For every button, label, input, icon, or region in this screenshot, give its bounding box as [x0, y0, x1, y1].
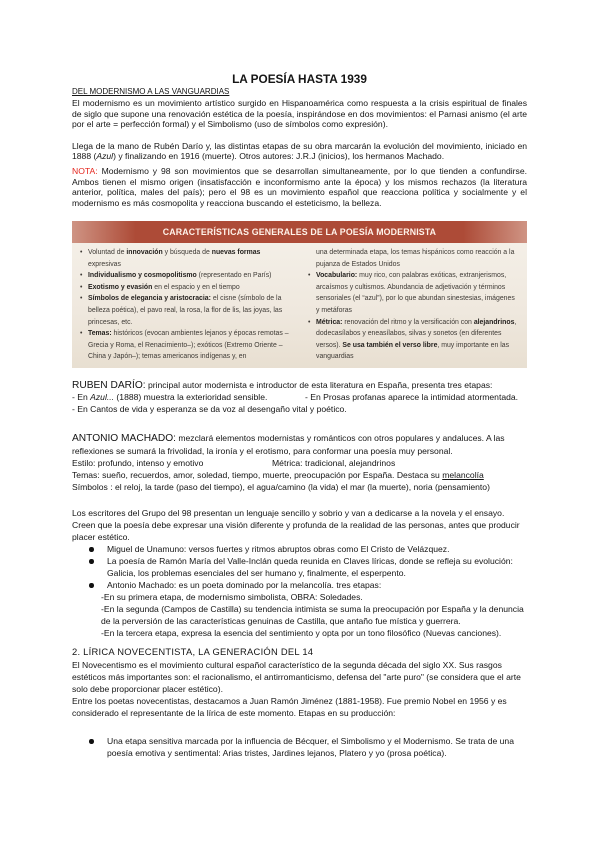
- machado-intro: [72, 432, 527, 457]
- text-run: Azul...: [90, 392, 115, 402]
- text-run: muy rico, con palabras exóticas, extranjerismos, arcaísmos y cultismos. Abundancia de adjetivación y términos sensoriales (el “azul”), por lo que abundan sinestesias, imágenes y metáforas: [316, 272, 515, 314]
- grupo98-list: [72, 543, 527, 639]
- text-run: - En: [72, 392, 91, 402]
- text-run: Exotismo y evasión: [88, 283, 153, 291]
- figure-left-list: [80, 247, 294, 363]
- grupo98-paragraph: Los escritores del Grupo del 98 presentan un lenguaje sencillo y sobrio y van a dedicarse a la novela y el ensayo. Creen que la poesía debe expresar una visión diferente y profunda de la realidad de las personas, antes que producir placer estético.: [72, 508, 520, 542]
- figure-list-item: [308, 317, 520, 363]
- list-item-text: La poesía de Ramón María del Valle-Inclán queda reunida en Claves líricas, donde se refleja su evolución: Galicia, los problemas esenciales del ser humano y, finalmente, el esperpento.: [107, 556, 513, 578]
- text-run: mezclará elementos modernistas y románticos con otros populares y andaluces. A las reflexiones se sumará la frivolidad, la ironía y el erotismo, para conformar una poesía muy personal.: [72, 433, 505, 456]
- machado-style-line: [72, 457, 527, 469]
- text-run: (1888) muestra la exterioridad sensible.: [114, 392, 268, 402]
- figure-left-column: [80, 247, 294, 363]
- text-run: Se usa también el verso libre: [342, 341, 438, 349]
- text-run: alejandrinos: [473, 318, 515, 326]
- text-run: , dodecasílabos y eneasílabos, silvas y sonetos (en diferentes versos).: [316, 318, 517, 349]
- machado-stage: -En la segunda (Campos de Castilla) su tendencia intimista se suma la preocupación por España y la denuncia de la perversión de las características genuinas de Castilla, que antaño fue mística y guerrera.: [101, 604, 524, 626]
- list-item: [72, 579, 527, 591]
- intro-paragraph: El modernismo es un movimiento artístico surgido en Hispanoamérica como respuesta a la crisis espiritual de finales de siglo que supone una renovación estética de la poesía, inspirándose en dos movimientos: el Parnasi anismo (el arte por el arte = perfección formal) y el Simbolismo (uso de símbolos como expresión).: [72, 98, 527, 130]
- characteristics-figure: [72, 221, 527, 368]
- figure-list-item: [80, 270, 294, 282]
- text-run: Llega de la mano de Rubén Darío y, las distintas etapas de su obra marcarán la evolución del movimiento, iniciado en 1888 (: [72, 140, 527, 162]
- dario-stages-line: [72, 391, 527, 403]
- figure-list-item: [80, 282, 294, 294]
- text-run: melancolía: [442, 470, 484, 480]
- figure-list-item: [80, 293, 294, 328]
- dario-section: [72, 379, 527, 415]
- machado-estilo: Estilo: profundo, intenso y emotivo: [72, 458, 204, 468]
- list-item: [72, 543, 527, 555]
- text-run: ANTONIO MACHADO:: [72, 433, 176, 444]
- machado-section: [72, 432, 527, 493]
- text-run: en el espacio y en el tiempo: [152, 283, 240, 291]
- text-run: NOTA:: [72, 166, 98, 176]
- text-run: Temas: sueño, recuerdos, amor, soledad, tiempo, muerte, preocupación por España. Destaca su: [72, 470, 443, 480]
- note-paragraph: [72, 166, 527, 208]
- figure-body: [72, 243, 527, 368]
- text-run: históricos (evocan ambientes lejanos y épocas remotas –Grecia y Roma, el Renacimiento–); exóticos (Extremo Oriente –China y Japón–); temas americanos indígenas y, en: [88, 330, 289, 361]
- novecentismo-paragraph: El Novecentismo es el movimiento cultural español característico de la segunda década del siglo XX. Sus rasgos estéticos más importantes son: el racionalismo, el antirromanticismo, defensa del "arte puro" (se considera que el arte solo debe proporcionar placer estético).: [72, 660, 521, 694]
- figure-continuation-text: una determinada etapa, los temas hispánicos como reacción a la pujanza de Estados Unidos: [316, 249, 515, 268]
- machado-stage: -En su primera etapa, de modernismo simbolista, OBRA: Soledades.: [101, 592, 363, 602]
- dario-intro-line: [72, 379, 527, 391]
- machado-metrica: Métrica: tradicional, alejandrinos: [272, 458, 396, 468]
- bullet-icon: [89, 559, 94, 564]
- figure-list-item: [80, 328, 294, 363]
- text-run: Temas:: [88, 330, 112, 338]
- figure-right-list: [308, 270, 520, 363]
- list-item: [72, 555, 527, 579]
- dario-stage-cantos: - En Cantos de vida y esperanza se da voz al desengaño vital y poético.: [72, 404, 347, 414]
- text-run: Modernismo y 98 son movimientos que se desarrollan simultaneamente, por lo que tienden a confundirse. Ambos tienen el mismo origen (insatisfacción e inconformismo ante la época) y los mismos rechazos (la literatura anterior, política, males del país); pero el 98 es un movimiento español que reacciona política y socialmente y el modernismo es más cosmopolita y reacciona buscando el esteticismo, la belleza.: [72, 166, 527, 208]
- origin-paragraph: [72, 141, 527, 162]
- text-run: , muy importante en las vanguardias: [316, 341, 510, 361]
- figure-list-item: [80, 247, 294, 270]
- machado-simbolos: Símbolos : el reloj, la tarde (paso del tiempo), el agua/camino (la vida) el mar (la muerte), noria (pensamiento): [72, 482, 490, 492]
- text-run: nuevas formas: [211, 249, 261, 256]
- jrj-paragraph: Entre los poetas novecentistas, destacamos a Juan Ramón Jiménez (1881-1958). Fue premio Nobel en 1956 y es considerado el representante de la lírica de este momento. Etapas en su producción:: [72, 696, 507, 718]
- dario-stage-prosas: - En Prosas profanas aparece la intimidad atormentada.: [305, 392, 519, 402]
- dario-stage-azul: [72, 392, 267, 402]
- section-heading-novecentismo: 2. LÍRICA NOVECENTISTA, LA GENERACIÓN DEL 14: [72, 646, 314, 657]
- text-run: Métrica:: [316, 318, 343, 326]
- figure-right-column: [308, 247, 520, 363]
- bullet-icon: [89, 739, 94, 744]
- machado-stage: -En la tercera etapa, expresa la esencia del sentimiento y opta por un tono filosófico (Nuevas canciones).: [101, 628, 502, 638]
- figure-header: CARACTERÍSTICAS GENERALES DE LA POESÍA MODERNISTA: [72, 221, 527, 243]
- text-run: y búsqueda de: [162, 249, 212, 256]
- text-run: Voluntad de: [88, 249, 127, 256]
- machado-temas: [72, 469, 527, 481]
- section-heading-modernismo: DEL MODERNISMO A LAS VANGUARDIAS: [72, 87, 230, 96]
- bullet-icon: [89, 547, 94, 552]
- text-run: Vocabulario:: [316, 272, 358, 280]
- text-run: RUBEN DARÍO:: [72, 380, 146, 391]
- text-run: Azul: [96, 151, 114, 162]
- text-run: (representado en París): [196, 272, 272, 280]
- text-run: ) y finalizando en 1916 (muerte). Otros autores: J.R.J (inicios), los hermanos Machado.: [113, 151, 445, 162]
- text-run: expresivas: [88, 260, 121, 268]
- list-item: [72, 735, 527, 759]
- text-run: Individualismo y cosmopolitismo: [88, 272, 197, 280]
- list-item-text: Antonio Machado: es un poeta dominado por la melancolía. tres etapas:: [107, 580, 382, 590]
- text-run: innovación: [126, 249, 163, 256]
- list-item-text: Una etapa sensitiva marcada por la influencia de Bécquer, el Simbolismo y el Modernismo. Se trata de una poesía emotiva y sentimental: Arias tristes, Jardines lejanos, Platero y yo (prosa poética).: [107, 736, 514, 758]
- figure-list-item: [308, 270, 520, 316]
- text-run: principal autor modernista e introductor de esta literatura en España, presenta tres etapas:: [145, 380, 493, 390]
- page-title: LA POESÍA HASTA 1939: [232, 72, 367, 86]
- list-item-text: Miguel de Unamuno: versos fuertes y ritmos abruptos obras como El Cristo de Velázquez.: [107, 544, 450, 554]
- text-run: renovación del ritmo y la versificación con: [342, 318, 474, 326]
- jrj-stages-list: [72, 735, 527, 759]
- bullet-icon: [89, 583, 94, 588]
- text-run: el cisne (símbolo de la belleza poética), el pavo real, la rosa, la flor de lis, las joyas, las princesas, etc.: [88, 295, 283, 326]
- text-run: Símbolos de elegancia y aristocracia:: [88, 295, 211, 303]
